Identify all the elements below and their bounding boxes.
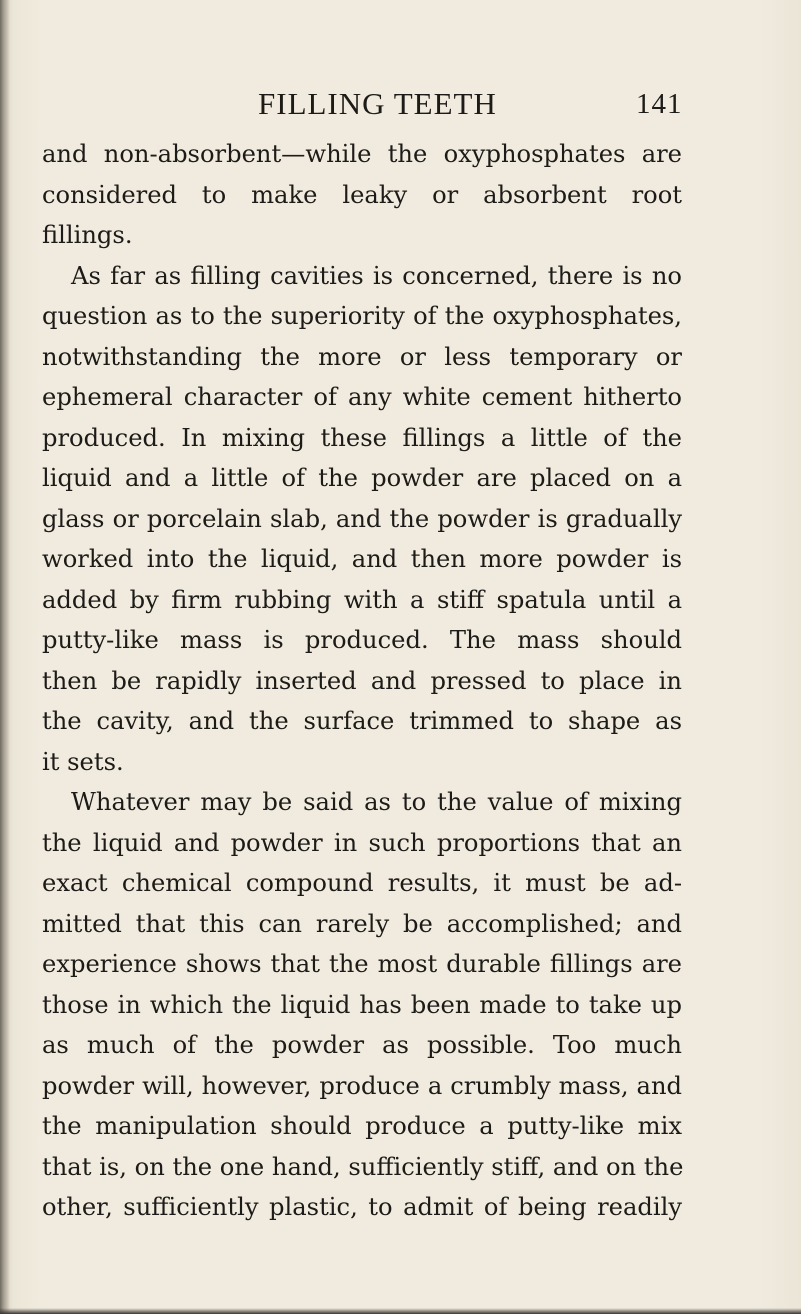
body-text — [42, 134, 682, 1228]
text-line: Whatever may be said as to the value of mixing — [71, 788, 682, 816]
text-line: worked into the liquid, and then more powder is — [42, 545, 682, 573]
text-line: considered to make leaky or absorbent root — [42, 180, 682, 209]
text-line: the manipulation should produce a putty-like mix — [42, 1112, 682, 1140]
text-line: and non-absorbent—while the oxyphosphates are — [42, 140, 682, 168]
text-line: putty-like mass is produced. The mass should — [42, 626, 682, 654]
text-line: powder will, however, produce a crumbly mass, and — [42, 1071, 682, 1100]
text-line: produced. In mixing these fillings a little of the — [42, 423, 682, 452]
text-line: those in which the liquid has been made to take up — [42, 990, 682, 1019]
page-number: 141 — [636, 88, 683, 120]
text-line: added by firm rubbing with a stiff spatula until a — [42, 585, 682, 614]
text-line: question as to the superiority of the oxyphosphates, — [42, 302, 682, 330]
text-line: ephemeral character of any white cement hitherto — [42, 383, 682, 411]
text-line: exact chemical compound results, it must be ad- — [42, 869, 682, 897]
text-line: it sets. — [42, 747, 124, 776]
text-line: experience shows that the most durable fillings are — [42, 950, 682, 978]
running-title: FILLING TEETH — [258, 86, 497, 121]
text-line: liquid and a little of the powder are placed on a — [42, 464, 682, 492]
spine-shadow — [0, 0, 10, 1314]
text-line: fillings. — [42, 221, 133, 249]
text-line: mitted that this can rarely be accomplished; and — [42, 909, 682, 938]
text-line: the cavity, and the surface trimmed to shape as — [42, 707, 682, 735]
text-line: that is, on the one hand, sufficiently stiff, and on the — [42, 1152, 684, 1181]
text-line: notwithstanding the more or less temporary or — [42, 342, 682, 371]
text-line: the liquid and powder in such proportions that an — [42, 828, 682, 857]
text-line: glass or porcelain slab, and the powder is gradually — [42, 504, 682, 533]
text-line: other, sufficiently plastic, to admit of being readily — [42, 1193, 682, 1221]
text-line: as much of the powder as possible. Too much — [42, 1031, 682, 1059]
bottom-edge — [0, 1308, 801, 1314]
page-header — [0, 86, 801, 126]
text-line: As far as filling cavities is concerned, there is no — [71, 261, 682, 290]
text-line: then be rapidly inserted and pressed to place in — [42, 666, 682, 695]
